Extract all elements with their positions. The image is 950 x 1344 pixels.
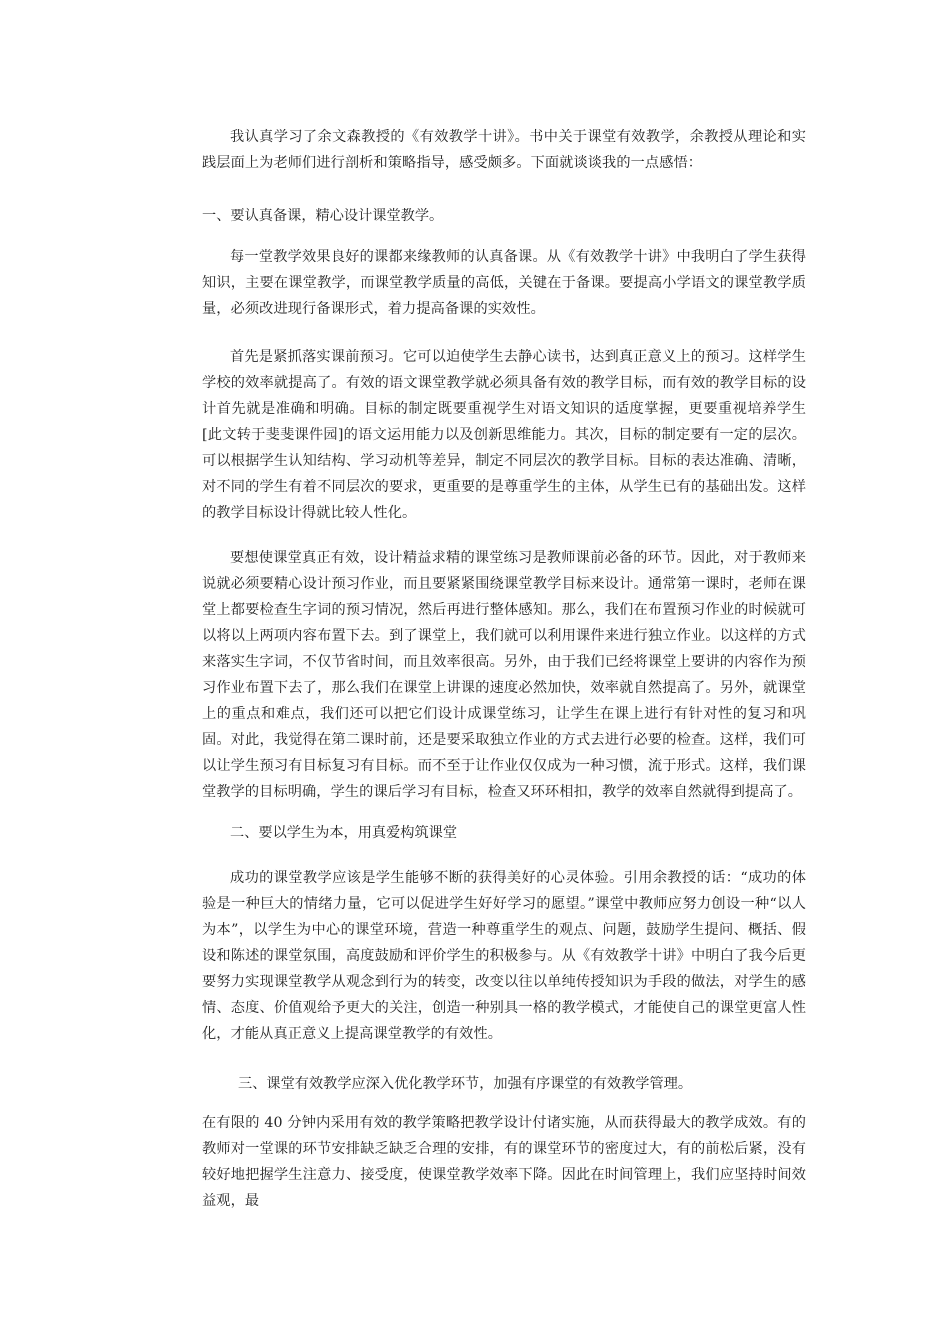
section-1-paragraph-3: 要想使课堂真正有效，设计精益求精的课堂练习是教师课前必备的环节。因此，对于教师来说就必须要精心设计预习作业，而且要紧紧围绕课堂教学目标来设计。通常第一课时，老师在课堂上都要检查生字词的预习情况，然后再进行整体感知。那么，我们在布置预习作业的时候就可以将以上两项内容布置下去。到了课堂上，我们就可以利用课件来进行独立作业。以这样的方式来落实生字词，不仅节省时间，而且效率很高。另外，由于我们已经将课堂上要讲的内容作为预习作业布置下去了，那么我们在课堂上讲课的速度必然加快，效率就自然提高了。另外，就课堂上的重点和难点，我们还可以把它们设计成课堂练习，让学生在课上进行有针对性的复习和巩固。对此，我觉得在第二课时前，还是要采取独立作业的方式去进行必要的检查。这样，我们可以让学生预习有目标复习有目标。而不至于让作业仅仅成为一种习惯，流于形式。这样，我们课堂教学的目标明确，学生的课后学习有目标，检查又环环相扣，教学的效率自然就得到提高了。 [202, 550, 806, 800]
section-1-paragraph-1: 每一堂教学效果良好的课都来缘教师的认真备课。从《有效教学十讲》中我明白了学生获得知识，主要在课堂教学，而课堂教学质量的高低，关键在于备课。要提高小学语文的课堂教学质量，必须改进现行备课形式，着力提高备课的实效性。 [202, 249, 806, 317]
section-3-heading: 三、课堂有效教学应深入优化教学环节，加强有序课堂的有效教学管理。 [238, 1076, 693, 1092]
section-3-paragraph-1: 在有限的 40 分钟内采用有效的教学策略把教学设计付诸实施，从而获得最大的教学成效。有的教师对一堂课的环节安排缺乏缺乏合理的安排，有的课堂环节的密度过大，有的前松后紧，没有较好地把握学生注意力、接受度，使课堂教学效率下降。因此在时间管理上，我们应坚持时间效益观，最 [202, 1115, 806, 1209]
section-1-paragraph-2: 首先是紧抓落实课前预习。它可以迫使学生去静心读书，达到真正意义上的预习。这样学生学校的效率就提高了。有效的语文课堂教学就必须具备有效的教学目标，而有效的教学目标的设计首先就是准确和明确。目标的制定既要重视学生对语文知识的适度掌握，更要重视培养学生[此文转于斐斐课件园]的语文运用能力以及创新思维能力。其次，目标的制定要有一定的层次。可以根据学生认知结构、学习动机等差异，制定不同层次的教学目标。目标的表达准确、清晰，对不同的学生有着不同层次的要求，更重要的是尊重学生的主体，从学生已有的基础出发。这样的教学目标设计得就比较人性化。 [202, 349, 806, 521]
section-1-heading: 一、要认真备课，精心设计课堂教学。 [202, 208, 444, 224]
intro-paragraph: 我认真学习了余文森教授的《有效教学十讲》。书中关于课堂有效教学，余教授从理论和实践层面上为老师们进行剖析和策略指导，感受颇多。下面就谈谈我的一点感悟： [202, 129, 806, 171]
section-2-paragraph-1: 成功的课堂教学应该是学生能够不断的获得美好的心灵体验。引用余教授的话：“成功的体验是一种巨大的情绪力量，它可以促进学生好好学习的愿望。”课堂中教师应努力创设一种“以人为本”，以学生为中心的课堂环境，营造一种尊重学生的观点、问题，鼓励学生提问、概括、假设和陈述的课堂氛围，高度鼓励和评价学生的积极参与。从《有效教学十讲》中明白了我今后更要努力实现课堂教学从观念到行为的转变，改变以往以单纯传授知识为手段的做法，对学生的感情、态度、价值观给予更大的关注，创造一种别具一格的教学模式，才能使自己的课堂更富人性化，才能从真正意义上提高课堂教学的有效性。 [202, 870, 806, 1042]
section-2-heading: 二、要以学生为本，用真爱构筑课堂 [230, 825, 458, 841]
